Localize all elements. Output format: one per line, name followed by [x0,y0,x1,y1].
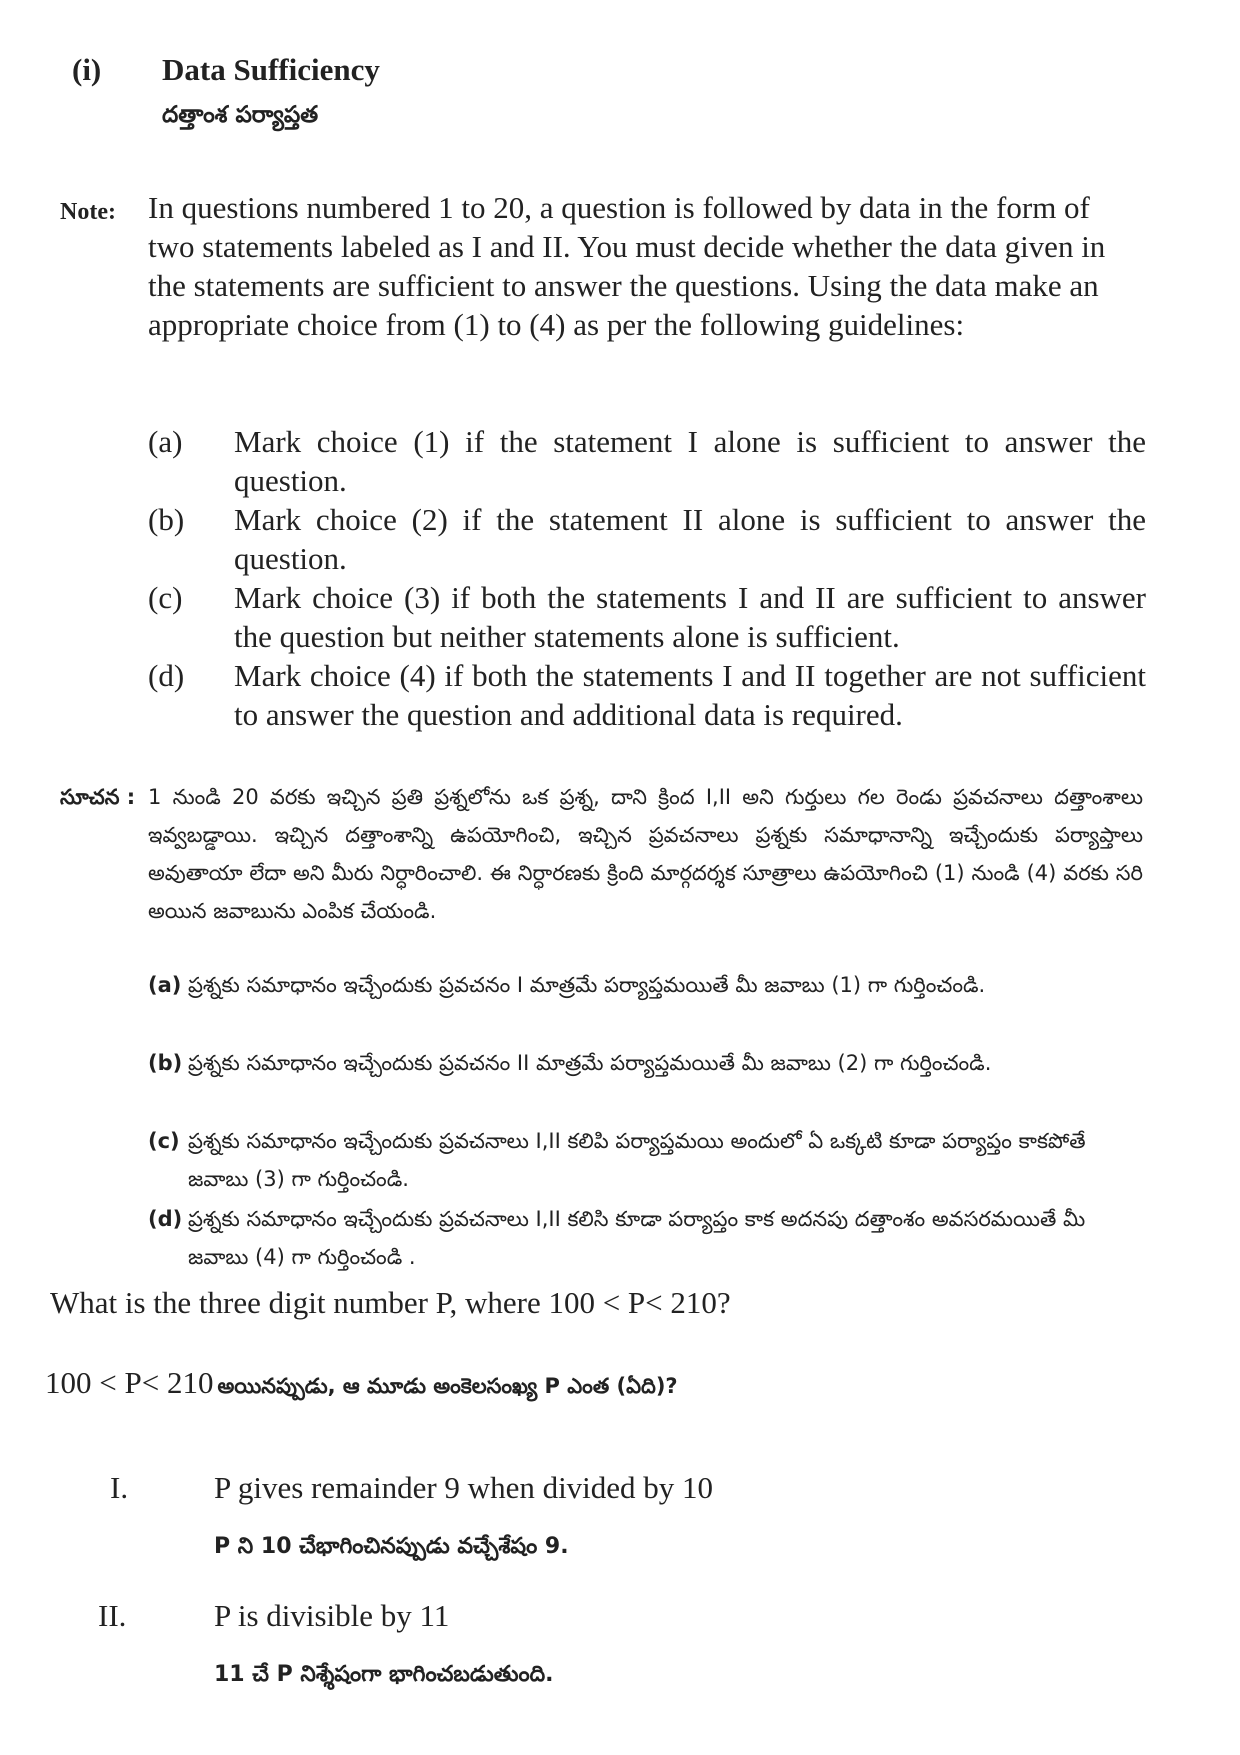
note-label-telugu: సూచన : [60,785,136,809]
guideline-mark-telugu: (a) [148,973,182,997]
guideline-item-telugu: ప్రశ్నకు సమాధానం ఇచ్చేందుకు ప్రవచనం I మాత్రమే పర్యాప్తమయితే మీ జవాబు (1) గా గుర్తించండి. [188,973,986,997]
question-math: 100 < P< 210 [45,1365,214,1400]
statement-text: P gives remainder 9 when divided by 10 [214,1470,714,1505]
note-label: Note: [60,199,116,225]
statement-text: P is divisible by 11 [214,1598,450,1633]
guideline-item: Mark choice (3) if both the statements I and II are sufficient to answer the question but neither statements alone is sufficient. [234,580,1146,654]
guideline-item-telugu: ప్రశ్నకు సమాధానం ఇచ్చేందుకు ప్రవచనం II మాత్రమే పర్యాప్తమయితే మీ జవాబు (2) గా గుర్తించండి. [188,1051,992,1075]
section-title-telugu: దత్తాంశ పర్యాప్తత [162,102,319,128]
guideline-item: Mark choice (1) if the statement I alone is sufficient to answer the question. [234,424,1146,498]
statement-numeral: II. [98,1598,127,1633]
guideline-mark: (c) [148,580,183,615]
guideline-item: Mark choice (4) if both the statements I and II together are not sufficient to answer the question and additional data is required. [234,658,1146,732]
guideline-mark-telugu: (d) [148,1207,183,1231]
statement-text-telugu: P ని 10 చేభాగించినప్పుడు వచ్చేశేషం 9. [214,1534,569,1559]
guideline-mark-telugu: (b) [148,1051,183,1075]
guideline-mark: (b) [148,502,185,537]
statement-text-telugu: 11 చే P నిశ్శేషంగా భాగించబడుతుంది. [214,1662,554,1687]
section-title: Data Sufficiency [162,52,380,87]
guideline-mark-telugu: (c) [148,1129,180,1153]
question-text-telugu [45,1363,678,1405]
statement-numeral: I. [110,1470,129,1505]
question-text: What is the three digit number P, where 100 < P< 210? [50,1285,731,1320]
question-telugu-phrase: అయినప్పుడు, ఆ మూడు అంకెలసంఖ్య P ఎంత (ఏది)? [217,1374,678,1398]
guideline-item-telugu: ప్రశ్నకు సమాధానం ఇచ్చేందుకు ప్రవచనాలు I,II కలిపి పర్యాప్తమయి అందులో ఏ ఒక్కటి కూడా పర్యాప్తం కాకపోతే జవాబు (3) గా గుర్తించండి. [188,1129,1086,1191]
guideline-mark: (d) [148,658,185,693]
guideline-mark: (a) [148,424,183,459]
note-text: In questions numbered 1 to 20, a question is followed by data in the form of two statements labeled as I and II. You must decide whether the data given in the statements are sufficient to answer the questions. Using the data make an appropriate choice from (1) to (4) as per the following guidelines: [148,190,1106,342]
guideline-item-telugu: ప్రశ్నకు సమాధానం ఇచ్చేందుకు ప్రవచనాలు I,II కలిసి కూడా పర్యాప్తం కాక అదనపు దత్తాంశం అవసరమయితే మీ జవాబు (4) గా గుర్తించండి . [188,1207,1086,1269]
note-text-telugu: 1 నుండి 20 వరకు ఇచ్చిన ప్రతి ప్రశ్నలోను ఒక ప్రశ్న, దాని క్రింద I,II అని గుర్తులు గల రెండు ప్రవచనాలు దత్తాంశాలు ఇవ్వబడ్డాయి. ఇచ్చిన దత్తాంశాన్ని ఉపయోగించి, ఇచ్చిన ప్రవచనాలు ప్రశ్నకు సమాధానాన్ని ఇచ్చేందుకు పర్యాప్తాలు అవుతాయా లేదా అని మీరు నిర్ధారించాలి. ఈ నిర్ధారణకు క్రింది మార్గదర్శక సూత్రాలు ఉపయోగించి (1) నుండి (4) వరకు సరి అయిన జవాబును ఎంపిక చేయండి. [148,785,1143,923]
section-number: (i) [72,52,102,87]
guideline-item: Mark choice (2) if the statement II alone is sufficient to answer the question. [234,502,1146,576]
